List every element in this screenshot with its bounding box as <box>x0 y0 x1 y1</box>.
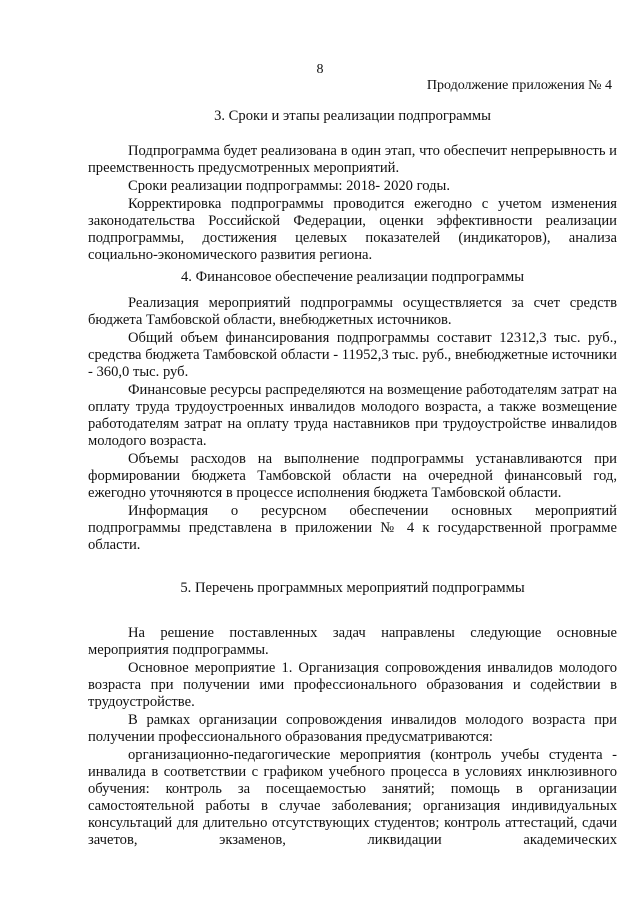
section-5-title: 5. Перечень программных мероприятий подпрограммы <box>180 580 525 596</box>
appendix-continuation-note: Продолжение приложения № 4 <box>426 78 612 93</box>
section-5-paragraph: организационно-педагогические мероприятия (контроль учебы студента - инвалида в соответствии с графиком учебного процесса в условиях инклюзивного обучения: контроль за посещаемостью занятий; помощь в организации самостоятельной работы в случае заболевания; организация индивидуальных консультаций для длительно отсутствующих студентов; контроль аттестаций, сдачи зачетов, экзаменов, ликвидации академических <box>88 747 617 848</box>
section-3-paragraph: Подпрограмма будет реализована в один этап, что обеспечит непрерывность и преемственность предусмотренных мероприятий. <box>88 143 617 176</box>
section-5-paragraph: Основное мероприятие 1. Организация сопровождения инвалидов молодого возраста при получении ими профессионального образования и содействии в трудоустройстве. <box>88 660 617 710</box>
section-5-paragraph: В рамках организации сопровождения инвалидов молодого возраста при получении профессионального образования предусматриваются: <box>88 712 617 745</box>
section-4-title: 4. Финансовое обеспечение реализации подпрограммы <box>180 269 525 285</box>
page-number: 8 <box>316 62 324 77</box>
section-4-paragraph: Объемы расходов на выполнение подпрограммы устанавливаются при формировании бюджета Тамбовской области на очередной финансовый год, ежегодно уточняются в процессе исполнения бюджета Тамбовской области. <box>88 451 617 501</box>
section-4-paragraph: Информация о ресурсном обеспечении основных мероприятий подпрограммы представлена в приложении № 4 к государственной программе области. <box>88 503 617 553</box>
section-4-paragraph: Финансовые ресурсы распределяются на возмещение работодателям затрат на оплату труда трудоустроенных инвалидов молодого возраста, а также возмещение работодателям затрат на оплату труда наставников при трудоустройстве инвалидов молодого возраста. <box>88 382 617 449</box>
section-4-paragraph: Реализация мероприятий подпрограммы осуществляется за счет средств бюджета Тамбовской области, внебюджетных источников. <box>88 295 617 328</box>
section-5-paragraph: На решение поставленных задач направлены следующие основные мероприятия подпрограммы. <box>88 625 617 658</box>
document-body <box>88 108 617 849</box>
section-4-paragraph: Общий объем финансирования подпрограммы составит 12312,3 тыс. руб., средства бюджета Тамбовской области - 11952,3 тыс. руб., внебюджетные источники - 360,0 тыс. руб. <box>88 330 617 380</box>
section-3-title: 3. Сроки и этапы реализации подпрограммы <box>214 108 491 124</box>
section-3-paragraph: Корректировка подпрограммы проводится ежегодно с учетом изменения законодательства Российской Федерации, оценки эффективности реализации подпрограммы, достижения целевых показателей (индикаторов), анализа социально-экономического развития региона. <box>88 196 617 263</box>
section-3-paragraph: Сроки реализации подпрограммы: 2018- 2020 годы. <box>128 178 451 194</box>
